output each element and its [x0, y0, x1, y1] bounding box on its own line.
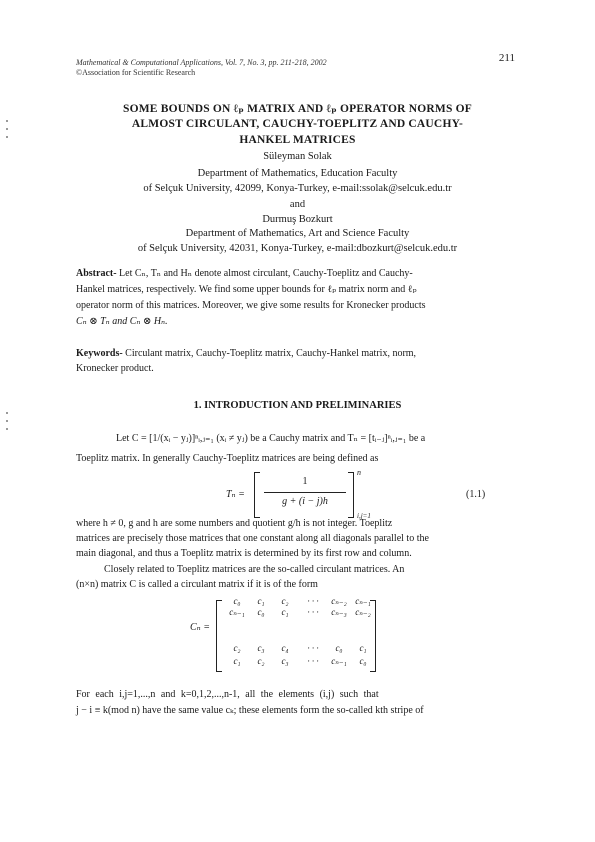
- abstract-label: Abstract-: [76, 268, 117, 279]
- matrix-cell: c₂: [281, 596, 289, 606]
- author-1-name: Süleyman Solak: [263, 151, 332, 162]
- matrix-cell: cₙ₋₁: [229, 607, 245, 617]
- matrix-cell: cₙ₋₁: [331, 656, 347, 666]
- keywords-label: Keywords-: [76, 348, 123, 359]
- matrix-cell: cₙ₋₂: [355, 607, 371, 617]
- author-1-affiliation-line-2: of Selçuk University, 42099, Konya-Turkey, e-mail:ssolak@selcuk.edu.tr: [143, 183, 452, 194]
- abstract-line-1: [76, 266, 413, 281]
- matrix-cell: c₄: [281, 643, 289, 653]
- matrix-cell: · · ·: [307, 643, 319, 653]
- matrix-cell: c₁: [281, 607, 289, 617]
- author-2-affiliation-line-1: Department of Mathematics, Art and Science Faculty: [185, 228, 410, 239]
- matrix-cell: c₃: [281, 656, 289, 666]
- author-2-affiliation-line-2: of Selçuk University, 42031, Konya-Turkey, e-mail:dbozkurt@selcuk.edu.tr: [137, 243, 458, 254]
- para4-line-2: j − i ≡ k(mod n) have the same value cₖ; these elements form the so-called kth stripe of: [76, 705, 424, 716]
- para3-line-2: (n×n) matrix C is called a circulant matrix if it is of the form: [76, 579, 318, 590]
- matrix-cell: · · ·: [307, 656, 319, 666]
- para1-line-1: Let C = [1/(xᵢ − yⱼ)]ⁿᵢ,ⱼ₌₁ (xᵢ ≠ yⱼ) be a Cauchy matrix and Tₙ = [tᵢ₋ⱼ]ⁿᵢ,ⱼ₌₁ be a: [116, 433, 426, 444]
- abstract-text-1: Let Cₙ, Tₙ and Hₙ denote almost circulant, Cauchy-Toeplitz and Cauchy-: [119, 268, 413, 279]
- section-heading: 1. INTRODUCTION AND PRELIMINARIES: [193, 400, 402, 411]
- equation-bracket-right: [348, 472, 354, 518]
- paper-title-line-3: HANKEL MATRICES: [239, 134, 356, 146]
- keywords-line-1: [76, 346, 416, 361]
- equation-fraction-bar: [264, 492, 346, 493]
- matrix-cell: cₙ₋₁: [355, 596, 371, 606]
- paper-title-line-2: ALMOST CIRCULANT, CAUCHY-TOEPLITZ AND CAUCHY-: [131, 118, 464, 130]
- scan-mark: [6, 420, 8, 422]
- para2-line-1: where h ≠ 0, g and h are some numbers and quotient g/h is not integer. Toeplitz: [76, 518, 393, 529]
- matrix-cell: cₙ₋₂: [331, 596, 347, 606]
- para4-line-1: For each i,j=1,...,n and k=0,1,2,...,n-1, all the elements (i,j) such that: [76, 689, 379, 700]
- matrix-cell: c₀: [233, 596, 241, 606]
- author-2-name: Durmuş Bozkurt: [262, 214, 333, 225]
- matrix-cell: c₁: [257, 596, 265, 606]
- matrix-cell: c₀: [359, 656, 367, 666]
- journal-line: Mathematical & Computational Applications, Vol. 7, No. 3, pp. 211-218, 2002: [76, 58, 327, 67]
- matrix-cell: cₙ₋₃: [331, 607, 347, 617]
- matrix-cell: c₁: [233, 656, 241, 666]
- equation-lhs: Tₙ =: [226, 489, 245, 500]
- para1-line-2: Toeplitz matrix. In generally Cauchy-Toeplitz matrices are being defined as: [76, 453, 379, 464]
- scan-mark: [6, 412, 8, 414]
- keywords-text-1: Circulant matrix, Cauchy-Toeplitz matrix, Cauchy-Hankel matrix, norm,: [125, 348, 417, 359]
- matrix-cell: c₀: [257, 607, 265, 617]
- equation-subscript: i,j=1: [357, 512, 371, 520]
- equation-bracket-left: [254, 472, 260, 518]
- equation-numerator: 1: [302, 476, 308, 487]
- para3-line-1: Closely related to Toeplitz matrices are the so-called circulant matrices. An: [104, 564, 405, 575]
- scan-mark: [6, 428, 8, 430]
- abstract-line-3: operator norm of this matrices. Moreover, we give some results for Kronecker products: [76, 300, 426, 311]
- matrix-cell: c₁: [359, 643, 367, 653]
- page-number: 211: [498, 52, 515, 64]
- matrix-cell: c₃: [257, 643, 265, 653]
- author-1-affiliation-line-1: Department of Mathematics, Education Faculty: [197, 168, 398, 179]
- and-separator: and: [289, 199, 306, 210]
- matrix-lhs: Cₙ =: [190, 622, 210, 633]
- keywords-line-2: Kronecker product.: [76, 363, 154, 374]
- abstract-line-2: Hankel matrices, respectively. We find some upper bounds for ℓₚ matrix norm and ℓₚ: [76, 284, 417, 295]
- association-line: ©Association for Scientific Research: [76, 68, 196, 77]
- matrix-cell: · · ·: [307, 607, 319, 617]
- equation-label: (1.1): [466, 489, 486, 500]
- paper-title-line-1: SOME BOUNDS ON ℓₚ MATRIX AND ℓₚ OPERATOR NORMS OF: [122, 103, 473, 115]
- matrix-cell: · · ·: [307, 596, 319, 606]
- matrix-bracket-left: [216, 600, 222, 672]
- matrix-cell: c₂: [257, 656, 265, 666]
- equation-denominator: g + (i − j)h: [282, 496, 328, 507]
- para2-line-2: matrices are precisely those matrices that one constant along all diagonals parallel to the: [76, 533, 429, 544]
- equation-superscript: n: [357, 468, 361, 477]
- matrix-cell: c₀: [335, 643, 343, 653]
- para2-line-3: main diagonal, and thus a Toeplitz matrix is determined by its first row and column.: [76, 548, 412, 559]
- matrix-cell: c₂: [233, 643, 241, 653]
- abstract-line-4: Cₙ ⊗ Tₙ and Cₙ ⊗ Hₙ.: [76, 316, 168, 327]
